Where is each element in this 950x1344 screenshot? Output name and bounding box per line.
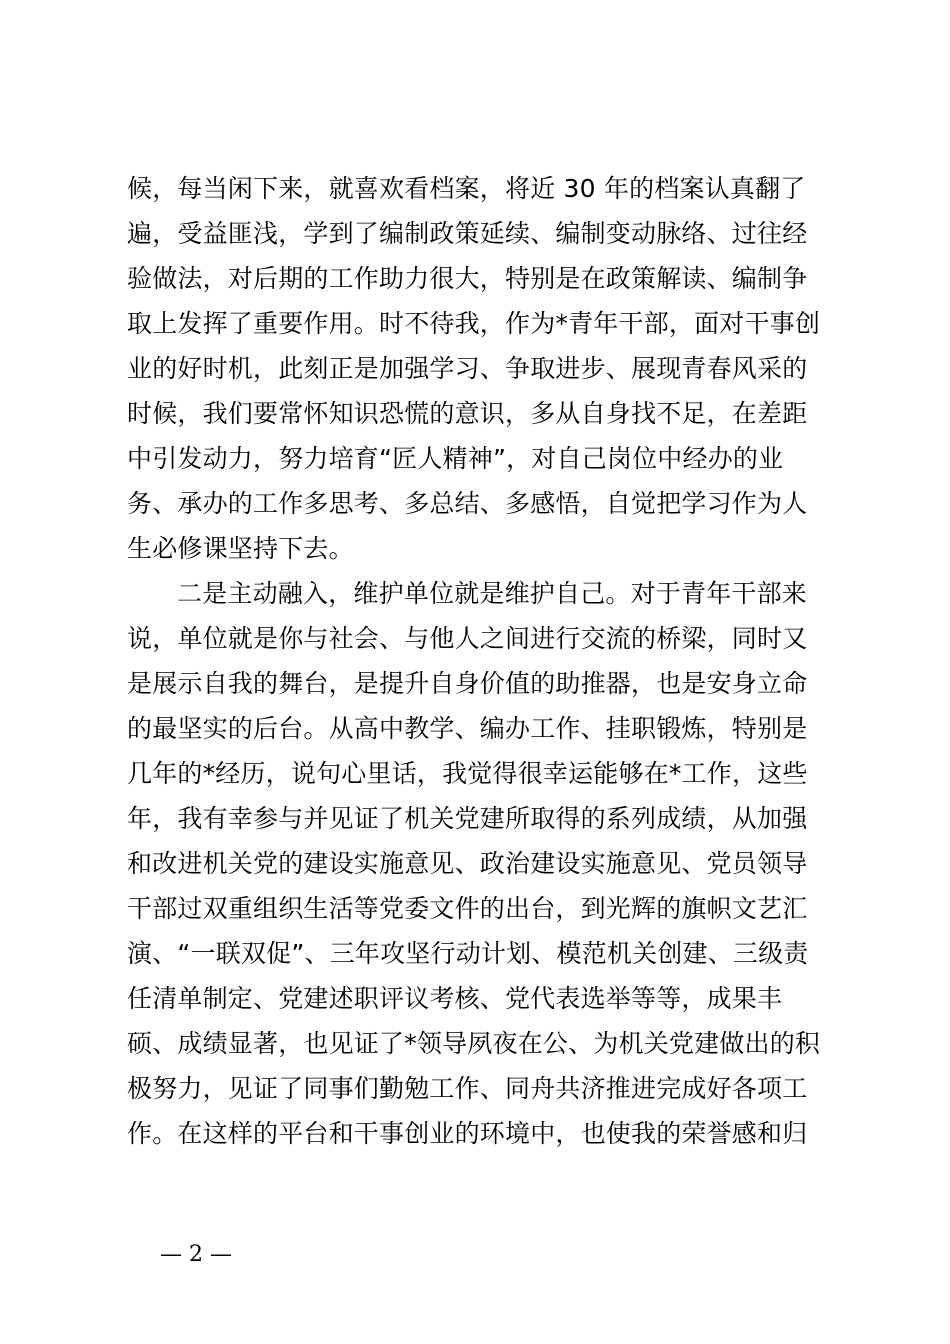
text-line: 作。在这样的平台和干事创业的环境中，也使我的荣誉感和归 [127, 1119, 808, 1148]
text-line: 是展示自我的舞台，是提升自身价值的助推器，也是安身立命 [127, 669, 808, 698]
text-line: 务、承办的工作多思考、多总结、多感悟，自觉把学习作为人 [127, 489, 808, 518]
text-line: 候，每当闲下来，就喜欢看档案，将近 30 年的档案认真翻了 [127, 174, 806, 203]
text-line: 业的好时机，此刻正是加强学习、争取进步、展现青春风采的 [127, 354, 808, 383]
text-line: 几年的*经历，说句心里话，我觉得很幸运能够在*工作，这些 [127, 759, 808, 788]
text-line: 中引发动力，努力培育“匠人精神”，对自己岗位中经办的业 [127, 444, 784, 473]
text-line: 验做法，对后期的工作助力很大，特别是在政策解读、编制争 [127, 264, 808, 293]
page-number: — 2 — [160, 1242, 232, 1267]
text-line: 的最坚实的后台。从高中教学、编办工作、挂职锻炼，特别是 [127, 714, 808, 743]
text-line: 硕、成绩显著，也见证了*领导夙夜在公、为机关党建做出的积 [127, 1029, 821, 1058]
text-line: 演、“一联双促”、三年攻坚行动计划、模范机关创建、三级责 [127, 939, 809, 968]
text-line: 遍，受益匪浅，学到了编制政策延续、编制变动脉络、过往经 [127, 219, 808, 248]
paragraph-start-line: 二是主动融入，维护单位就是维护自己。对于青年干部来 [177, 579, 808, 608]
text-line: 极努力，见证了同事们勤勉工作、同舟共济推进完成好各项工 [127, 1074, 808, 1103]
text-line: 和改进机关党的建设实施意见、政治建设实施意见、党员领导 [127, 849, 808, 878]
text-line: 年，我有幸参与并见证了机关党建所取得的系列成绩，从加强 [127, 804, 808, 833]
text-line: 生必修课坚持下去。 [127, 534, 354, 563]
text-line: 任清单制定、党建述职评议考核、党代表选举等等，成果丰 [127, 984, 783, 1013]
document-body [127, 166, 847, 1156]
text-line: 干部过双重组织生活等党委文件的出台，到光辉的旗帜文艺汇 [127, 894, 808, 923]
text-line: 取上发挥了重要作用。时不待我，作为*青年干部，面对干事创 [127, 309, 821, 338]
text-line: 时候，我们要常怀知识恐慌的意识，多从自身找不足，在差距 [127, 399, 808, 428]
text-line: 说，单位就是你与社会、与他人之间进行交流的桥梁，同时又 [127, 624, 808, 653]
